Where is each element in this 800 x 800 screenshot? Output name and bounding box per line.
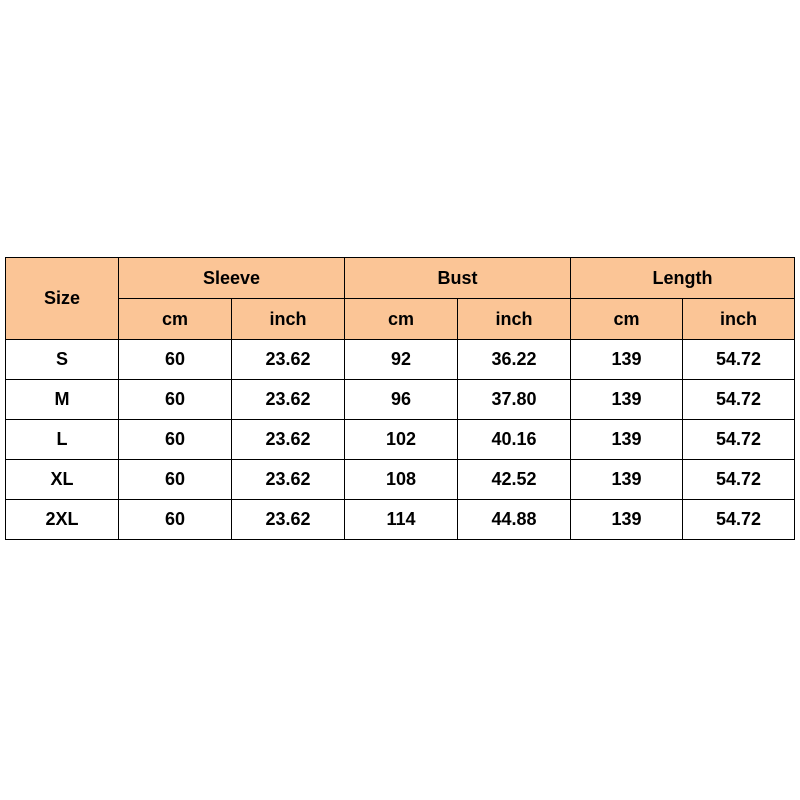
length-cm-cell: 139: [571, 340, 683, 380]
length-inch-cell: 54.72: [683, 500, 795, 540]
table-row: [6, 340, 795, 380]
sleeve-cm-cell: 60: [119, 420, 232, 460]
bust-cm-cell: 114: [345, 500, 458, 540]
table-row: [6, 500, 795, 540]
bust-header: Bust: [345, 258, 571, 299]
unit-header-row: [6, 299, 795, 340]
bust-inch-cell: 44.88: [458, 500, 571, 540]
bust-cm-cell: 92: [345, 340, 458, 380]
sleeve-inch-cell: 23.62: [232, 340, 345, 380]
table-row: [6, 460, 795, 500]
length-cm-cell: 139: [571, 460, 683, 500]
sleeve-cm-header: cm: [119, 299, 232, 340]
length-cm-cell: 139: [571, 380, 683, 420]
sleeve-cm-cell: 60: [119, 340, 232, 380]
sleeve-header: Sleeve: [119, 258, 345, 299]
size-cell: M: [6, 380, 119, 420]
table-row: [6, 420, 795, 460]
sleeve-cm-cell: 60: [119, 500, 232, 540]
size-cell: 2XL: [6, 500, 119, 540]
bust-cm-cell: 108: [345, 460, 458, 500]
length-inch-cell: 54.72: [683, 420, 795, 460]
length-cm-cell: 139: [571, 420, 683, 460]
bust-cm-cell: 102: [345, 420, 458, 460]
sleeve-cm-cell: 60: [119, 380, 232, 420]
length-header: Length: [571, 258, 795, 299]
sleeve-inch-cell: 23.62: [232, 500, 345, 540]
length-inch-header: inch: [683, 299, 795, 340]
table-row: [6, 380, 795, 420]
size-chart-table: [5, 257, 795, 540]
size-cell: S: [6, 340, 119, 380]
group-header-row: [6, 258, 795, 299]
size-cell: XL: [6, 460, 119, 500]
sleeve-inch-cell: 23.62: [232, 460, 345, 500]
bust-cm-cell: 96: [345, 380, 458, 420]
size-cell: L: [6, 420, 119, 460]
bust-inch-cell: 36.22: [458, 340, 571, 380]
bust-cm-header: cm: [345, 299, 458, 340]
length-inch-cell: 54.72: [683, 460, 795, 500]
bust-inch-cell: 40.16: [458, 420, 571, 460]
bust-inch-cell: 42.52: [458, 460, 571, 500]
bust-inch-cell: 37.80: [458, 380, 571, 420]
length-cm-cell: 139: [571, 500, 683, 540]
sleeve-inch-cell: 23.62: [232, 380, 345, 420]
size-header: Size: [6, 258, 119, 340]
length-inch-cell: 54.72: [683, 380, 795, 420]
bust-inch-header: inch: [458, 299, 571, 340]
sleeve-cm-cell: 60: [119, 460, 232, 500]
length-inch-cell: 54.72: [683, 340, 795, 380]
sleeve-inch-header: inch: [232, 299, 345, 340]
length-cm-header: cm: [571, 299, 683, 340]
sleeve-inch-cell: 23.62: [232, 420, 345, 460]
